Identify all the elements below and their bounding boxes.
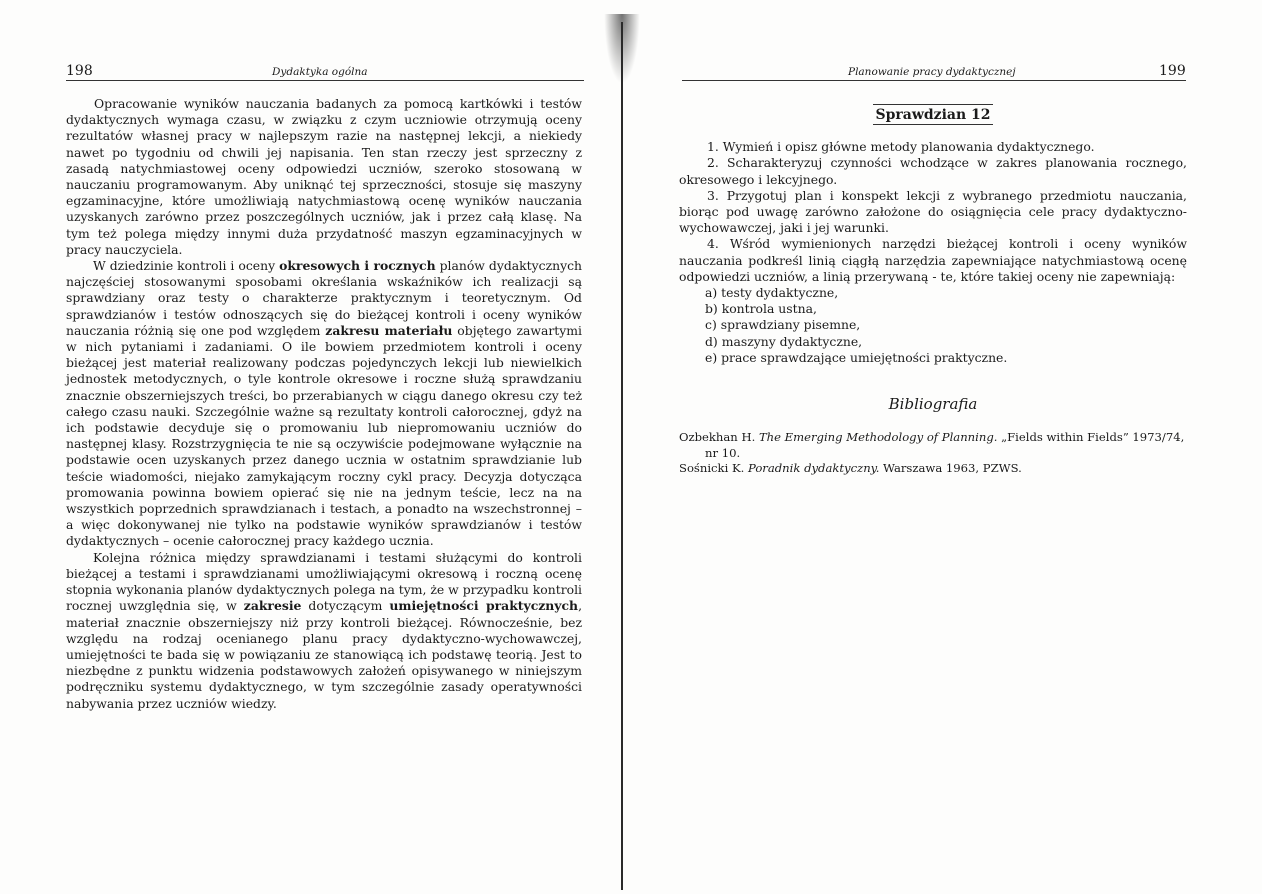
answer-option: a) testy dydaktyczne,: [705, 285, 839, 301]
left-running-head: Dydaktyka ogólna: [272, 66, 368, 78]
bibliography-entry: [679, 430, 1187, 461]
bold-term: okresowych i rocznych: [279, 258, 436, 274]
text-run: dotyczącym: [301, 598, 390, 614]
right-body: [679, 94, 1187, 477]
answer-option: c) sprawdziany pisemne,: [705, 317, 861, 333]
left-body-text: [66, 96, 582, 712]
text-run: Opracowanie wyników nauczania badanych za pomocą kartkówki i testów dydaktycznych wymaga czasu, w związku z czym uczniowie otrzymują oceny rezultatów własnej pracy w najlepszym razie na następnej lekcji, a niekiedy nawet po tygodniu od chwili jej napisania. Ten stan rzeczy jest sprzeczny z zasadą natychmiastowej oceny odpowiedzi uczniów, szeroko stosowaną w nauczaniu programowanym. Aby uniknąć tej sprzeczności, stosuje się maszyny egzaminacyjne, które umożliwiają natychmiastową ocenę wyników nauczania uzyskanych zarówno przez poszczególnych uczniów, jak i przez całą klasę. Na tym też polega między innymi duża przydatność maszyn egzaminacyjnych w pracy nauczyciela.: [66, 96, 582, 257]
question-item: 1. Wymień i opisz główne metody planowania dydaktycznego.: [707, 139, 1095, 155]
right-header-rule: [682, 80, 1186, 81]
text-run: Kolejna różnica między sprawdzianami i testami służącymi do kontroli bieżącej a testami i sprawdzianami umożliwiającymi okresową i roczną ocenę stopnia wykonania planów dydaktycznych polega na tym, że w przypadku kontroli rocznej uwzględnia się, w: [66, 549, 583, 614]
question-list: [679, 139, 1187, 285]
body-paragraph: [66, 258, 582, 550]
option-list: [679, 285, 1187, 366]
body-paragraph: [66, 96, 582, 258]
answer-option: b) kontrola ustna,: [705, 301, 817, 317]
right-page-number: 199: [1159, 63, 1186, 79]
bib-publication: „Fields within Fields” 1973/74, nr 10.: [705, 430, 1185, 460]
body-paragraph: [66, 550, 582, 712]
left-header-rule: [66, 80, 584, 81]
right-running-head: Planowanie pracy dydaktycznej: [848, 66, 1016, 78]
bibliography-title: Bibliografia: [888, 395, 978, 414]
bibliography-entry: [679, 461, 1187, 477]
section-title: Sprawdzian 12: [679, 104, 1187, 125]
bib-author: Sośnicki K.: [679, 461, 748, 476]
book-gutter: [621, 22, 623, 890]
bib-author: Ozbekhan H.: [679, 430, 759, 445]
bib-title: Poradnik dydaktyczny.: [748, 461, 880, 476]
bibliography-list: [679, 430, 1187, 477]
text-run: planów dydaktycznych najczęściej stosowanymi sposobami określania wskaźników ich realizacji są sprawdziany oraz testy o charakterze praktycznym i teoretycznym. Od sprawdzianów i testów odnoszących się do bieżącej kontroli i oceny wyników nauczania różnią się one pod względem: [66, 258, 583, 338]
bold-term: zakresu materiału: [325, 322, 453, 338]
text-run: W dziedzinie kontroli i oceny: [93, 258, 280, 274]
answer-option: e) prace sprawdzające umiejętności praktyczne.: [705, 349, 1008, 365]
left-page-number: 198: [66, 63, 93, 79]
text-run: objętego zawartymi w nich pytaniami i zadaniami. O ile bowiem przedmiotem kontroli i oceny bieżącej jest materiał realizowany podczas pojedynczych lekcji lub niewielkich jednostek metodycznych, o tyle kontrole okresowe i roczne służą sprawdzaniu znacznie obszerniejszych treści, bo przerabianych w ciągu danego okresu czy też całego czasu nauki. Szczególnie ważne są rezultaty kontroli całorocznej, gdyż na ich podstawie decyduje się o promowaniu lub niepromowaniu uczniów do następnej klasy. Rozstrzygnięcia te nie są oczywiście podejmowane wyłącznie na podstawie ocen uzyskanych przez danego ucznia w ostatnim sprawdzianie lub teście wiadomości, niejako zamykającym roczny cykl pracy. Decyzja dotycząca promowania powinna bowiem opierać się nie na jednym teście, lecz na na wszystkich poprzednich sprawdzianach i testach, a ponadto na wszechstronnej – a więc dokonywanej nie tylko na podstawie wyników sprawdzianów i testów dydaktycznych – ocenie całorocznej pracy każdego ucznia.: [66, 322, 582, 549]
bib-publication: Warszawa 1963, PZWS.: [879, 461, 1022, 476]
text-run: , materiał znacznie obszerniejszy niż przy kontroli bieżącej. Równocześnie, bez względu na rodzaj ocenianego planu pracy dydaktyczno-wychowawczej, umiejętności te bada się w powiązaniu ze stanowiącą ich podstawę teorią. Jest to niezbędne z punktu widzenia podstawowych założeń opisywanego w niniejszym podręczniku systemu dydaktycznego, w tym szczególnie zasady operatywności nabywania przez uczniów wiedzy.: [66, 598, 583, 711]
bib-title: The Emerging Methodology of Planning.: [758, 430, 998, 445]
bold-term: umiejętności praktycznych: [389, 598, 579, 614]
answer-option: d) maszyny dydaktyczne,: [705, 333, 863, 349]
question-item: 4. Wśród wymienionych narzędzi bieżącej kontroli i oceny wyników nauczania podkreśl linią ciągłą narzędzia zapewniające natychmiastową ocenę odpowiedzi uczniów, a linią przerywaną - te, które takiej oceny nie zapewniają:: [679, 236, 1187, 284]
question-item: 3. Przygotuj plan i konspekt lekcji z wybranego przedmiotu nauczania, biorąc pod uwagę zarówno założone do osiągnięcia cele pracy dydaktyczno-wychowawczej, jaki i jej warunki.: [679, 187, 1187, 236]
question-item: 2. Scharakteryzuj czynności wchodzące w zakres planowania rocznego, okresowego i lekcyjnego.: [679, 155, 1187, 187]
bold-term: zakresie: [243, 598, 302, 614]
